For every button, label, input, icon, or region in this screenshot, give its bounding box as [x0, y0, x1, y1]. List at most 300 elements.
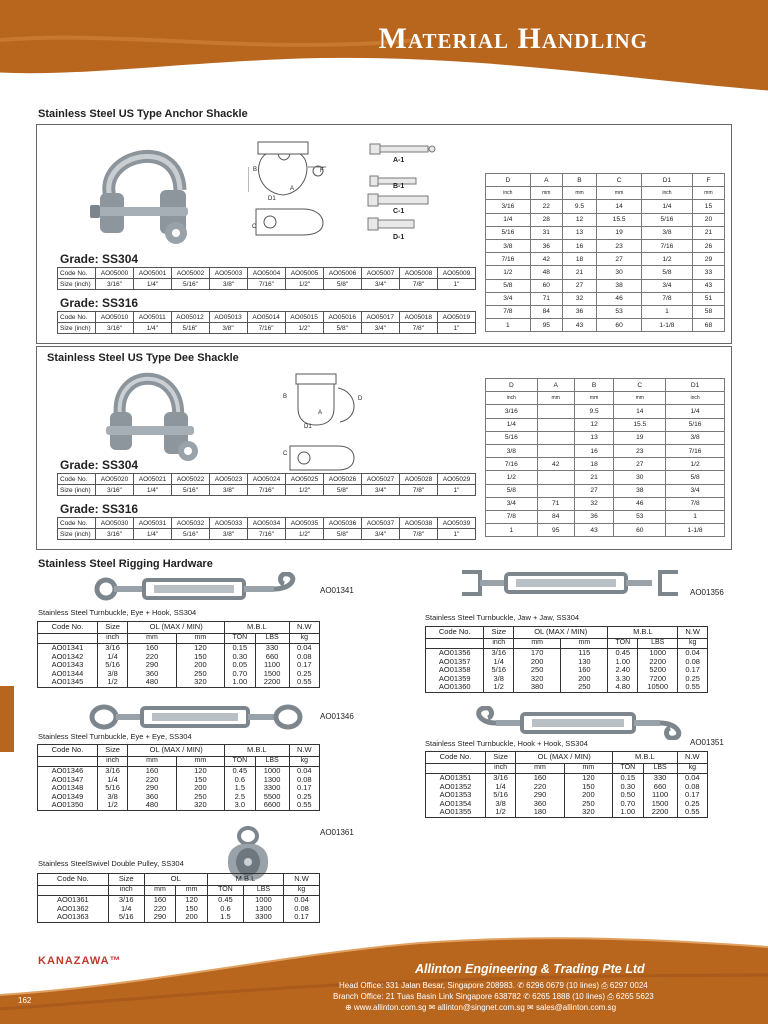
spec-cell: 3.30 [608, 675, 638, 684]
spec-cell: 3.0 [225, 801, 255, 810]
dim-cell: 21 [574, 471, 614, 484]
spec-header-cell: N.W [289, 622, 319, 634]
spec-cell: 3/16 [97, 767, 127, 776]
dim-cell: 12 [562, 213, 596, 226]
row-header: Size (inch) [58, 323, 96, 334]
dim-unit-cell: mm [692, 187, 724, 200]
dim-label-b: B [253, 167, 258, 173]
turnbuckle-eye-eye-image [88, 700, 308, 734]
dim-cell: 38 [597, 279, 642, 292]
spec-cell: 1/4 [108, 905, 144, 914]
spec-cell: 320 [176, 678, 224, 687]
spec-cell: 3/8 [97, 793, 127, 802]
dim-cell: 43 [692, 279, 724, 292]
spec-header-cell: Size [485, 752, 515, 764]
spec-cell: 0.08 [678, 658, 708, 667]
spec-cell: AO01358 [426, 666, 484, 675]
dim-cell: 36 [530, 239, 562, 252]
dim-cell: 60 [614, 524, 666, 537]
code-cell: AO05016 [323, 312, 361, 323]
product-caption: Stainless Steel Turnbuckle, Eye + Eye, SS304 [38, 732, 192, 741]
dim-cell: 95 [530, 319, 562, 332]
spec-unit-cell: mm [564, 764, 612, 774]
code-cell: AO05030 [96, 518, 134, 529]
size-cell: 3/8" [210, 485, 248, 496]
spec-cell: 0.08 [289, 653, 319, 662]
spec-cell: 0.17 [678, 666, 708, 675]
spec-header-cell: Size [97, 622, 127, 634]
spec-cell: 480 [128, 801, 176, 810]
row-header: Size (inch) [58, 529, 96, 540]
code-cell: AO05015 [285, 312, 323, 323]
spec-header-cell: Size [97, 745, 127, 757]
spec-cell: 0.55 [677, 808, 707, 817]
spec-cell: 170 [514, 649, 561, 658]
spec-cell: 120 [564, 774, 612, 783]
dim-header-cell: A [530, 174, 562, 187]
spec-row [38, 913, 320, 922]
dim-cell: 42 [537, 458, 574, 471]
size-cell: 3/16" [96, 485, 134, 496]
dim-header-cell: B [574, 379, 614, 392]
dim-row [486, 253, 725, 266]
spec-cell: 0.04 [678, 649, 708, 658]
dim-header-cell: B [562, 174, 596, 187]
spec-table-hook-hook [425, 751, 708, 818]
spec-cell: AO01362 [38, 905, 109, 914]
spec-cell: 1.5 [225, 784, 255, 793]
code-cell: AO05029 [438, 474, 476, 485]
dim-row [486, 279, 725, 292]
dim-cell: 46 [597, 292, 642, 305]
dim-cell: 31 [530, 226, 562, 239]
spec-cell: 160 [516, 774, 564, 783]
spec-cell: 0.04 [677, 774, 707, 783]
dim-cell: 15.5 [614, 418, 666, 431]
spec-cell: 130 [561, 658, 608, 667]
spec-cell: 1.00 [608, 658, 638, 667]
dim-cell: 1/4 [666, 405, 725, 418]
spec-header-cell: Size [108, 874, 144, 886]
code-cell: AO05028 [400, 474, 438, 485]
code-cell: AO05004 [248, 268, 286, 279]
product-caption: Stainless Steel Turnbuckle, Jaw + Jaw, SS304 [425, 613, 580, 622]
spec-cell: 330 [255, 644, 289, 653]
spec-unit-cell: LBS [255, 634, 289, 644]
spec-unit-cell: mm [516, 764, 564, 774]
company-name: Allinton Engineering & Trading Pte Ltd [415, 962, 645, 976]
spec-cell: 290 [516, 791, 564, 800]
dee-ss304-code-table [57, 473, 476, 496]
size-cell: 3/4" [362, 279, 400, 290]
spec-cell: 330 [643, 774, 677, 783]
dim-row [486, 226, 725, 239]
dim-cell: 1/4 [486, 213, 531, 226]
spec-cell: AO01347 [38, 776, 98, 785]
size-cell: 5/16" [172, 529, 210, 540]
dee-ss316-code-table [57, 517, 476, 540]
spec-cell: 200 [176, 784, 224, 793]
spec-cell: 0.45 [225, 767, 255, 776]
code-cell: AO05027 [362, 474, 400, 485]
size-cell: 1/4" [134, 279, 172, 290]
spec-cell: 0.6 [207, 905, 243, 914]
code-cell: AO05000 [96, 268, 134, 279]
turnbuckle-eye-hook-image [92, 572, 302, 606]
spec-row [38, 678, 320, 687]
spec-cell: 1/2 [484, 683, 514, 692]
spec-cell: 160 [144, 896, 176, 905]
dim-cell: 14 [597, 200, 642, 213]
dim-cell [537, 484, 574, 497]
spec-cell: 3300 [243, 913, 283, 922]
dim-cell: 95 [537, 524, 574, 537]
spec-cell: 200 [176, 661, 224, 670]
spec-header-row [426, 627, 708, 639]
spec-cell: 5/16 [97, 661, 127, 670]
dim-cell: 33 [692, 266, 724, 279]
dim-cell: 84 [537, 510, 574, 523]
dim-cell: 60 [530, 279, 562, 292]
dim-cell: 20 [692, 213, 724, 226]
spec-cell: AO01351 [426, 774, 486, 783]
code-cell: AO05006 [324, 268, 362, 279]
code-cell: AO05012 [171, 312, 209, 323]
dim-cell: 1 [666, 510, 725, 523]
dim-cell: 27 [562, 279, 596, 292]
spec-header-cell: Code No. [38, 745, 98, 757]
row-header: Size (inch) [58, 485, 96, 496]
dim-row [486, 266, 725, 279]
size-cell: 7/8" [400, 279, 438, 290]
spec-unit-cell: kg [678, 639, 708, 649]
spec-cell: 3/8 [485, 800, 515, 809]
code-cell: AO05024 [248, 474, 286, 485]
size-cell: 7/8" [400, 529, 438, 540]
dim-cell: 46 [614, 497, 666, 510]
spec-cell: 380 [514, 683, 561, 692]
dim-label-a: A [290, 186, 295, 192]
row-header: Code No. [58, 474, 96, 485]
size-cell: 5/16" [172, 279, 210, 290]
dim-cell: 3/4 [641, 279, 692, 292]
dim-row [486, 319, 725, 332]
size-cell: 5/8" [324, 279, 362, 290]
dim-row [486, 510, 725, 523]
size-cell: 5/8" [324, 485, 362, 496]
spec-cell: 4.80 [608, 683, 638, 692]
dim-label-c: C [252, 224, 257, 230]
dim-cell: 13 [574, 431, 614, 444]
size-row [58, 485, 476, 496]
spec-cell: AO01353 [426, 791, 486, 800]
dim-label-f: F [320, 168, 324, 174]
code-cell: AO05020 [96, 474, 134, 485]
spec-unit-cell [426, 639, 484, 649]
spec-cell: 115 [561, 649, 608, 658]
part-label-c1: C-1 [393, 208, 405, 215]
product-code-label: AO01351 [690, 738, 724, 747]
dim-cell: 5/16 [486, 431, 538, 444]
anchor-parts-drawing [366, 138, 438, 246]
dim-row [486, 405, 725, 418]
size-cell: 7/16" [248, 485, 286, 496]
code-cell: AO05005 [286, 268, 324, 279]
spec-cell: 1300 [255, 776, 289, 785]
spec-cell: 0.05 [225, 661, 255, 670]
size-cell: 7/16" [248, 279, 286, 290]
dim-cell: 1 [486, 524, 538, 537]
dim-row [486, 239, 725, 252]
dim-label-d1: D1 [268, 196, 276, 202]
code-cell: AO05022 [172, 474, 210, 485]
dim-cell: 1/4 [641, 200, 692, 213]
dim-cell: 1/2 [666, 458, 725, 471]
spec-units-row [38, 757, 320, 767]
spec-header-cell: Code No. [426, 627, 484, 639]
spec-cell: 1500 [643, 800, 677, 809]
code-cell: AO05013 [209, 312, 247, 323]
code-cell: AO05017 [361, 312, 399, 323]
dim-cell: 68 [692, 319, 724, 332]
dim-cell: 38 [614, 484, 666, 497]
dim-row [486, 213, 725, 226]
spec-cell: 3/16 [485, 774, 515, 783]
dim-cell: 43 [574, 524, 614, 537]
code-cell: AO05018 [399, 312, 437, 323]
dim-cell: 14 [614, 405, 666, 418]
spec-header-cell: Code No. [426, 752, 486, 764]
dim-cell: 5/16 [641, 213, 692, 226]
code-cell: AO05025 [286, 474, 324, 485]
spec-cell: AO01350 [38, 801, 98, 810]
rigging-title: Stainless Steel Rigging Hardware [38, 558, 213, 570]
spec-cell: 1000 [255, 767, 289, 776]
spec-cell: 1/4 [485, 783, 515, 792]
spec-cell: 0.17 [289, 661, 319, 670]
spec-cell: AO01361 [38, 896, 109, 905]
spec-header-cell: OL (MAX / MIN) [128, 622, 225, 634]
size-cell: 7/16" [247, 323, 285, 334]
dim-cell: 1 [486, 319, 531, 332]
dim-cell: 71 [530, 292, 562, 305]
dim-cell: 21 [692, 226, 724, 239]
dim-cell: 3/4 [486, 292, 531, 305]
size-cell: 3/4" [362, 485, 400, 496]
dim-row [486, 471, 725, 484]
spec-cell: 200 [564, 791, 612, 800]
dim-cell: 1-1/8 [641, 319, 692, 332]
spec-unit-cell: mm [176, 886, 208, 896]
dim-row [486, 431, 725, 444]
dim-header-cell: D1 [641, 174, 692, 187]
spec-header-cell: N.W [677, 752, 707, 764]
spec-unit-cell: inch [484, 639, 514, 649]
spec-cell: 1100 [255, 661, 289, 670]
spec-cell: 2.40 [608, 666, 638, 675]
spec-units-row [38, 634, 320, 644]
dim-cell: 51 [692, 292, 724, 305]
spec-cell: 0.04 [289, 644, 319, 653]
spec-header-cell: OL (MAX / MIN) [516, 752, 613, 764]
size-cell: 7/8" [400, 485, 438, 496]
spec-cell: 0.04 [284, 896, 320, 905]
size-cell: 1/2" [286, 279, 324, 290]
spec-cell: 0.55 [289, 678, 319, 687]
product-caption: Stainless Steel Turnbuckle, Eye + Hook, SS304 [38, 608, 197, 617]
anchor-ss304-code-table [57, 267, 476, 290]
spec-cell: 0.30 [225, 653, 255, 662]
spec-cell: 290 [128, 784, 176, 793]
spec-header-cell: OL [144, 874, 207, 886]
spec-cell: 320 [564, 808, 612, 817]
code-row [58, 312, 476, 323]
spec-unit-cell: mm [176, 634, 224, 644]
spec-cell: 1/4 [97, 776, 127, 785]
code-cell: AO05011 [134, 312, 171, 323]
spec-header-row [426, 752, 708, 764]
size-cell: 1/2" [285, 323, 323, 334]
spec-cell: AO01341 [38, 644, 98, 653]
dim-cell: 32 [574, 497, 614, 510]
spec-header-row [38, 622, 320, 634]
spec-cell: 360 [128, 793, 176, 802]
size-cell: 1" [438, 529, 476, 540]
spec-row [426, 683, 708, 692]
dim-cell: 53 [597, 305, 642, 318]
dim-cell: 5/8 [641, 266, 692, 279]
size-row [58, 279, 476, 290]
dim-header-cell: D [486, 379, 538, 392]
spec-unit-cell: mm [514, 639, 561, 649]
spec-unit-cell: TON [608, 639, 638, 649]
spec-cell: 120 [176, 896, 208, 905]
dim-cell [537, 418, 574, 431]
part-label-a1: A-1 [393, 157, 405, 164]
spec-cell: AO01359 [426, 675, 484, 684]
dee-grade-ss316: Grade: SS316 [60, 502, 139, 516]
spec-cell: 1000 [638, 649, 678, 658]
dim-cell [537, 431, 574, 444]
code-cell: AO05036 [324, 518, 362, 529]
spec-unit-cell: TON [613, 764, 643, 774]
size-cell: 1" [438, 279, 476, 290]
code-cell: AO05039 [438, 518, 476, 529]
dee-label-a: A [318, 410, 323, 416]
code-cell: AO05002 [172, 268, 210, 279]
dee-label-c: C [283, 451, 288, 457]
dim-row [486, 484, 725, 497]
dim-cell: 22 [530, 200, 562, 213]
dee-grade-ss304: Grade: SS304 [60, 458, 139, 472]
dim-header-cell: F [692, 174, 724, 187]
turnbuckle-jaw-jaw-image [458, 566, 683, 600]
spec-unit-cell: TON [225, 757, 255, 767]
size-cell: 1/4" [134, 323, 171, 334]
dim-unit-cell: inch [641, 187, 692, 200]
spec-cell: 2200 [643, 808, 677, 817]
dee-label-d1: D1 [304, 424, 312, 430]
spec-cell: 1/4 [97, 653, 127, 662]
side-tab [0, 686, 14, 752]
code-cell: AO05007 [362, 268, 400, 279]
spec-cell: 5/16 [485, 791, 515, 800]
dim-cell: 5/16 [486, 226, 531, 239]
dim-cell: 30 [597, 266, 642, 279]
spec-cell: 180 [516, 808, 564, 817]
dim-cell: 3/8 [641, 226, 692, 239]
spec-cell: 1/4 [484, 658, 514, 667]
spec-cell: 0.55 [289, 801, 319, 810]
dim-cell: 1/2 [486, 266, 531, 279]
spec-header-cell: OL (MAX / MIN) [514, 627, 608, 639]
spec-cell: 3/16 [108, 896, 144, 905]
dee-shackle-drawing [278, 370, 368, 475]
size-cell: 5/16" [172, 485, 210, 496]
spec-cell: 0.45 [207, 896, 243, 905]
spec-cell: 1500 [255, 670, 289, 679]
spec-header-cell: M.B.L [613, 752, 677, 764]
product-caption: Stainless Steel Turnbuckle, Hook + Hook, SS304 [425, 739, 588, 748]
spec-unit-cell: mm [128, 757, 176, 767]
spec-cell: 0.70 [613, 800, 643, 809]
dim-cell: 5/8 [486, 279, 531, 292]
size-cell: 5/8" [324, 529, 362, 540]
spec-cell: 2.5 [225, 793, 255, 802]
spec-table-eye-eye [37, 744, 320, 811]
spec-unit-cell: LBS [638, 639, 678, 649]
dim-cell: 36 [562, 305, 596, 318]
spec-cell: AO01354 [426, 800, 486, 809]
spec-cell: 1.00 [225, 678, 255, 687]
spec-cell: 220 [516, 783, 564, 792]
spec-cell: 320 [176, 801, 224, 810]
size-cell: 3/8" [210, 529, 248, 540]
spec-cell: 120 [176, 767, 224, 776]
spec-unit-cell: mm [144, 886, 176, 896]
spec-unit-cell [38, 886, 109, 896]
spec-header-cell: M.B.L [225, 745, 289, 757]
dim-header-cell: D [486, 174, 531, 187]
spec-table-eye-hook [37, 621, 320, 688]
dim-header-row [486, 174, 725, 187]
spec-cell: 160 [561, 666, 608, 675]
spec-cell: AO01343 [38, 661, 98, 670]
contact-line: ⊕ www.allinton.com.sg ✉ allinton@singnet.com.sg ✉ sales@allinton.com.sg [345, 1003, 617, 1012]
code-cell: AO05008 [400, 268, 438, 279]
dim-cell [537, 444, 574, 457]
spec-cell: 0.08 [284, 905, 320, 914]
spec-cell: AO01349 [38, 793, 98, 802]
spec-cell: 0.15 [613, 774, 643, 783]
spec-cell: 0.17 [677, 791, 707, 800]
spec-cell: 220 [144, 905, 176, 914]
size-cell: 1/4" [134, 529, 172, 540]
size-cell: 1/2" [286, 485, 324, 496]
dee-shackle-photo [100, 366, 210, 466]
size-cell: 1" [438, 485, 476, 496]
code-row [58, 518, 476, 529]
spec-cell: 1000 [243, 896, 283, 905]
product-code-label: AO01341 [320, 586, 354, 595]
spec-cell: 250 [176, 793, 224, 802]
dim-cell: 58 [692, 305, 724, 318]
spec-cell: 290 [144, 913, 176, 922]
dim-cell: 23 [597, 239, 642, 252]
dim-row [486, 497, 725, 510]
spec-cell: 1.5 [207, 913, 243, 922]
anchor-dimension-table [485, 173, 725, 332]
